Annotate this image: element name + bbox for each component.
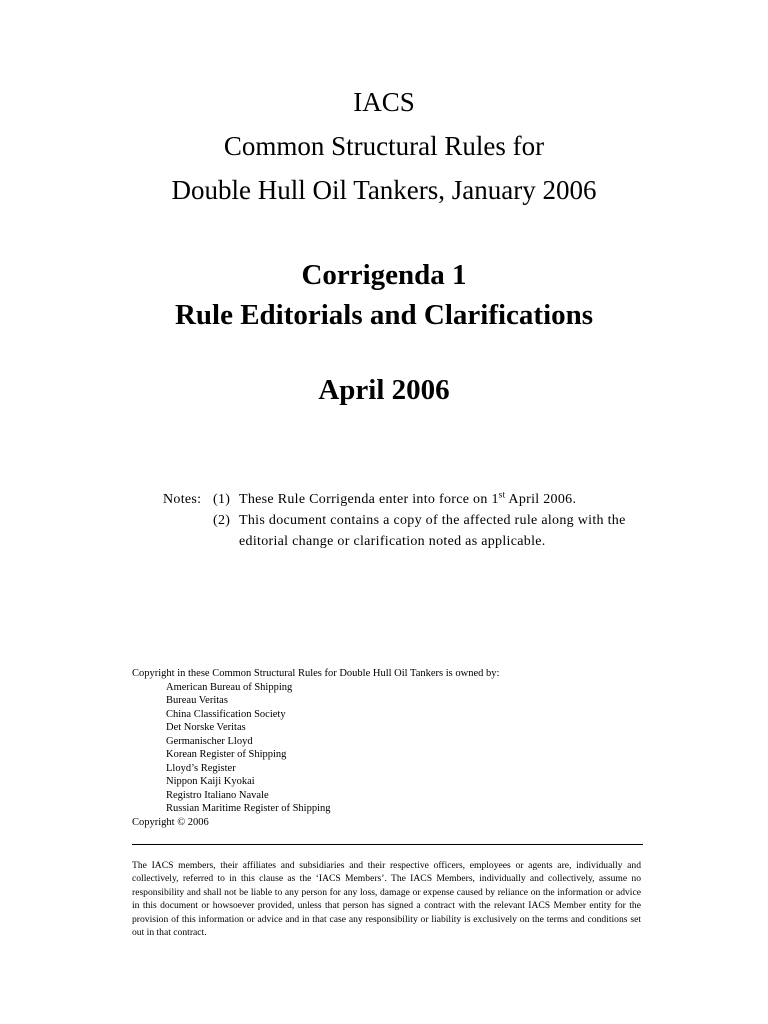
owner-item: Registro Italiano Navale — [166, 789, 269, 801]
document-subtitle — [0, 255, 768, 335]
owner-item: Lloyd’s Register — [166, 762, 236, 774]
note-superscript: st — [498, 489, 506, 500]
owner-item: Bureau Veritas — [166, 695, 228, 706]
divider — [132, 844, 643, 845]
copyright-notice: Copyright © 2006 — [132, 816, 209, 828]
owner-item: American Bureau of Shipping — [166, 681, 293, 693]
owner-item: Korean Register of Shipping — [166, 749, 287, 760]
subtitle-line-1: Corrigenda 1 — [301, 259, 467, 291]
note-text: This document contains a copy of the affected rule along with the editorial change or clarification noted as applicable. — [239, 513, 626, 549]
note-number: (2) — [213, 513, 231, 528]
owner-item: Germanischer Lloyd — [166, 735, 253, 747]
notes-label: Notes: — [163, 492, 202, 507]
copyright-section — [132, 667, 499, 829]
note-item — [163, 510, 639, 552]
document-date: April 2006 — [318, 374, 450, 406]
note-text-part: These Rule Corrigenda enter into force on 1 — [239, 492, 499, 507]
title-line-2: Double Hull Oil Tankers, January 2006 — [171, 175, 597, 205]
note-item — [163, 489, 639, 510]
notes-label-spacer — [163, 510, 213, 552]
owner-item: Det Norske Veritas — [166, 722, 246, 733]
copyright-intro: Copyright in these Common Structural Rules for Double Hull Oil Tankers is owned by: — [132, 668, 500, 679]
owner-item: Russian Maritime Register of Shipping — [166, 803, 331, 814]
note-text — [239, 489, 639, 510]
document-header — [0, 80, 768, 212]
subtitle-line-2: Rule Editorials and Clarifications — [174, 299, 594, 331]
note-number: (1) — [213, 492, 231, 507]
org-name: IACS — [353, 87, 415, 117]
notes-section — [163, 489, 639, 552]
title-line-1: Common Structural Rules for — [223, 131, 545, 161]
note-text-part: April 2006. — [505, 492, 577, 507]
owner-item: China Classification Society — [166, 708, 286, 720]
disclaimer-text: The IACS members, their affiliates and subsidiaries and their respective officers, employees or agents are, individually and collectively, referred to in this clause as the ‘IACS Members’. The IACS Members, individually and collectively, assume no responsibility and shall not be liable to any person for any loss, damage or expense caused by reliance on the information or advice in this document or howsoever provided, unless that person has signed a contract with the relevant IACS Member entity for the provision of this information or advice and in that case any responsibility or liability is exclusively on the terms and conditions set out in that contract. — [132, 860, 641, 939]
owner-item: Nippon Kaiji Kyokai — [166, 776, 255, 787]
